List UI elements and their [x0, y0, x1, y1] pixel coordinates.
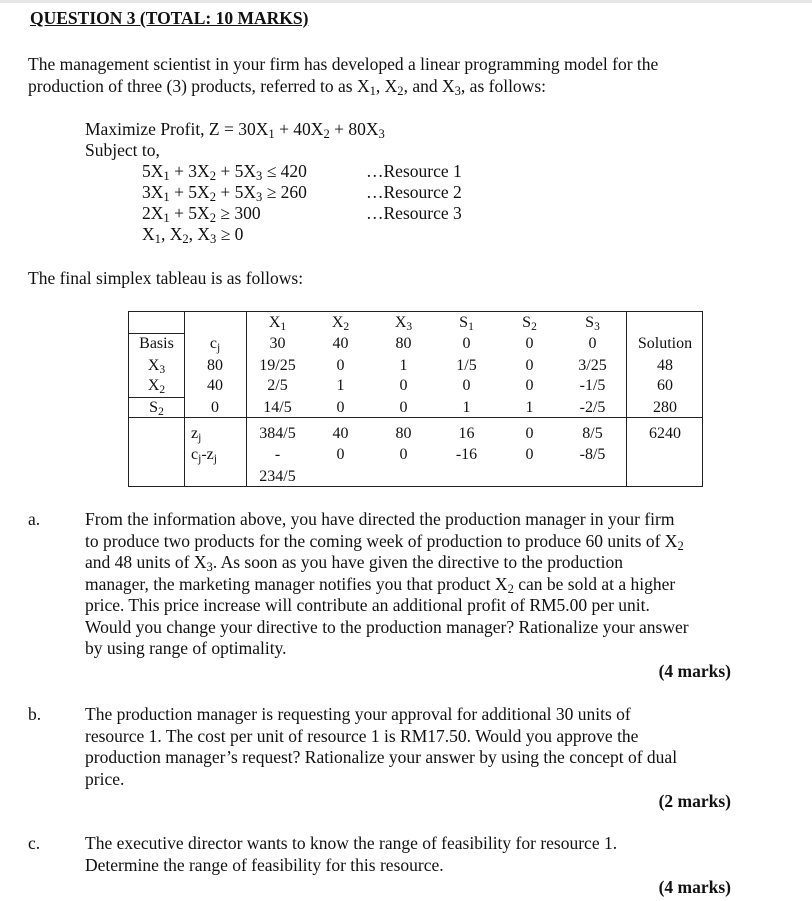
cj-x2: 40: [332, 335, 349, 352]
cj-cell: 80: [207, 357, 223, 374]
table-cell: 1: [525, 399, 534, 416]
header-s2: $S_2$: [522, 314, 537, 333]
question-b-label: b.: [28, 704, 42, 724]
cj-cell: 40: [207, 377, 223, 394]
question-a-marks: (4 marks): [658, 661, 731, 681]
table-cell: 1/5: [456, 357, 477, 374]
lp-model: [85, 119, 385, 161]
zj-cell: 8/5: [582, 425, 603, 442]
cj-header: $c_j$: [209, 335, 221, 354]
header-x1: $X_1$: [268, 314, 287, 333]
cj-zj-cell: -8/5: [579, 446, 606, 463]
question-b-marks: (2 marks): [658, 791, 731, 811]
cj-zj-cell: 0: [399, 446, 408, 463]
constraint-1: $5X_1 + 3X_2 + 5X_3 \le 420$: [142, 161, 307, 184]
objective-function: Maximize Profit, $Z = 30X_1 + 40X_2 + 80X_3$: [85, 119, 385, 142]
intro-line-1: The management scientist in your firm has developed a linear programming model for the: [28, 54, 659, 74]
nonnegativity-constraint: $X_1$, $X_2$, $X_3 \ge 0$: [142, 224, 244, 247]
cj-zj-cell: -16: [455, 446, 478, 463]
resource-2-label: …Resource 2: [366, 182, 462, 202]
cj-zj-cell: 0: [336, 446, 345, 463]
question-c-text: The executive director wants to know the range of feasibility for resource 1. Determine the range of feasibility for this resource.: [85, 833, 618, 875]
zj-cell: 0: [525, 425, 534, 442]
table-cell: 2/5: [267, 377, 288, 394]
header-s1: $S_1$: [459, 314, 474, 333]
header-x2: $X_2$: [331, 314, 350, 333]
question-c-label: c.: [28, 833, 41, 853]
header-x3: $X_3$: [394, 314, 413, 333]
cj-s1: 0: [462, 335, 471, 352]
table-cell: 0: [525, 377, 534, 394]
table-cell: 19/25: [259, 357, 296, 374]
table-cell: -1/5: [579, 377, 606, 394]
header-s3: $S_3$: [585, 314, 600, 333]
intro-line-2: production of three (3) products, referred to as $X_1$, $X_2$, and $X_3$, as follows:: [28, 76, 546, 99]
resource-3-label: …Resource 3: [366, 203, 462, 223]
question-b-text: The production manager is requesting your approval for additional 30 units of resource 1. The cost per unit of resource 1 is RM17.50. Would you approve the production manager’s request? Rationalize your answer by using the concept of dual price.: [85, 704, 678, 789]
resource-1-label: …Resource 1: [366, 161, 462, 181]
cj-x3: 80: [395, 335, 412, 352]
table-cell: 3/25: [578, 357, 607, 374]
cj-s3: 0: [588, 335, 597, 352]
basis-header: Basis: [139, 335, 174, 352]
question-a-label: a.: [28, 509, 41, 529]
top-border: [0, 0, 812, 3]
intro-paragraph: [28, 53, 736, 97]
solution-header: Solution: [637, 335, 693, 352]
cj-cell: 0: [211, 399, 219, 416]
question-c-marks: (4 marks): [658, 877, 731, 897]
basis-cell: $X_3$: [147, 357, 166, 376]
cj-zj-cell: 0: [525, 446, 534, 463]
zj-solution-cell: 6240: [649, 425, 681, 442]
solution-cell: 280: [653, 399, 677, 416]
subject-to: Subject to,: [85, 140, 160, 160]
table-cell: 0: [399, 399, 408, 416]
cj-zj-cell: -: [274, 446, 281, 463]
zj-cell: 16: [458, 425, 475, 442]
zj-cell: 40: [332, 425, 349, 442]
table-cell: 0: [462, 377, 471, 394]
table-cell: 1: [336, 377, 345, 394]
question-a-text: From the information above, you have directed the production manager in your firm to produce two products for the coming week of production to produce 60 units of $X_2$ and 48 units of $X_3$. As soon as you have given the directive to the production manager, the marketing manager notifies you that product $X_2$ can be sold at a higher price. This price increase will contribute an additional profit of RM5.00 per unit. Would you change your directive to the production manager? Rationalize your answer by using range of optimality.: [85, 509, 689, 658]
table-cell: 0: [336, 399, 345, 416]
basis-cell: $S_2$: [149, 399, 164, 418]
constraint-2: $3X_1 + 5X_2 + 5X_3 \ge 260$: [142, 182, 307, 205]
question-heading: QUESTION 3 (TOTAL: 10 MARKS): [30, 8, 309, 28]
table-cell: 1: [399, 357, 408, 374]
table-cell: 14/5: [263, 399, 292, 416]
cj-zj-label: $c_j-z_j$: [191, 446, 217, 465]
constraint-list: [142, 161, 307, 245]
solution-cell: 60: [657, 377, 673, 394]
tableau-intro: The final simplex tableau is as follows:: [28, 268, 304, 288]
table-cell: 0: [399, 377, 408, 394]
zj-cell: 384/5: [259, 425, 296, 442]
table-cell: -2/5: [579, 399, 606, 416]
zj-label: $z_j$: [191, 425, 202, 444]
solution-cell: 48: [657, 357, 673, 374]
table-cell: 0: [336, 357, 345, 374]
cj-zj-extra-cell: 234/5: [259, 468, 296, 485]
cj-s2: 0: [525, 335, 534, 352]
simplex-tableau: [128, 311, 703, 487]
zj-cell: 80: [395, 425, 412, 442]
constraint-3: $2X_1 + 5X_2 \ge 300$: [142, 203, 261, 226]
table-cell: 0: [525, 357, 534, 374]
basis-cell: $X_2$: [147, 377, 166, 396]
cj-x1: 30: [269, 335, 286, 352]
resource-labels: [366, 161, 462, 224]
table-cell: 1: [462, 399, 471, 416]
